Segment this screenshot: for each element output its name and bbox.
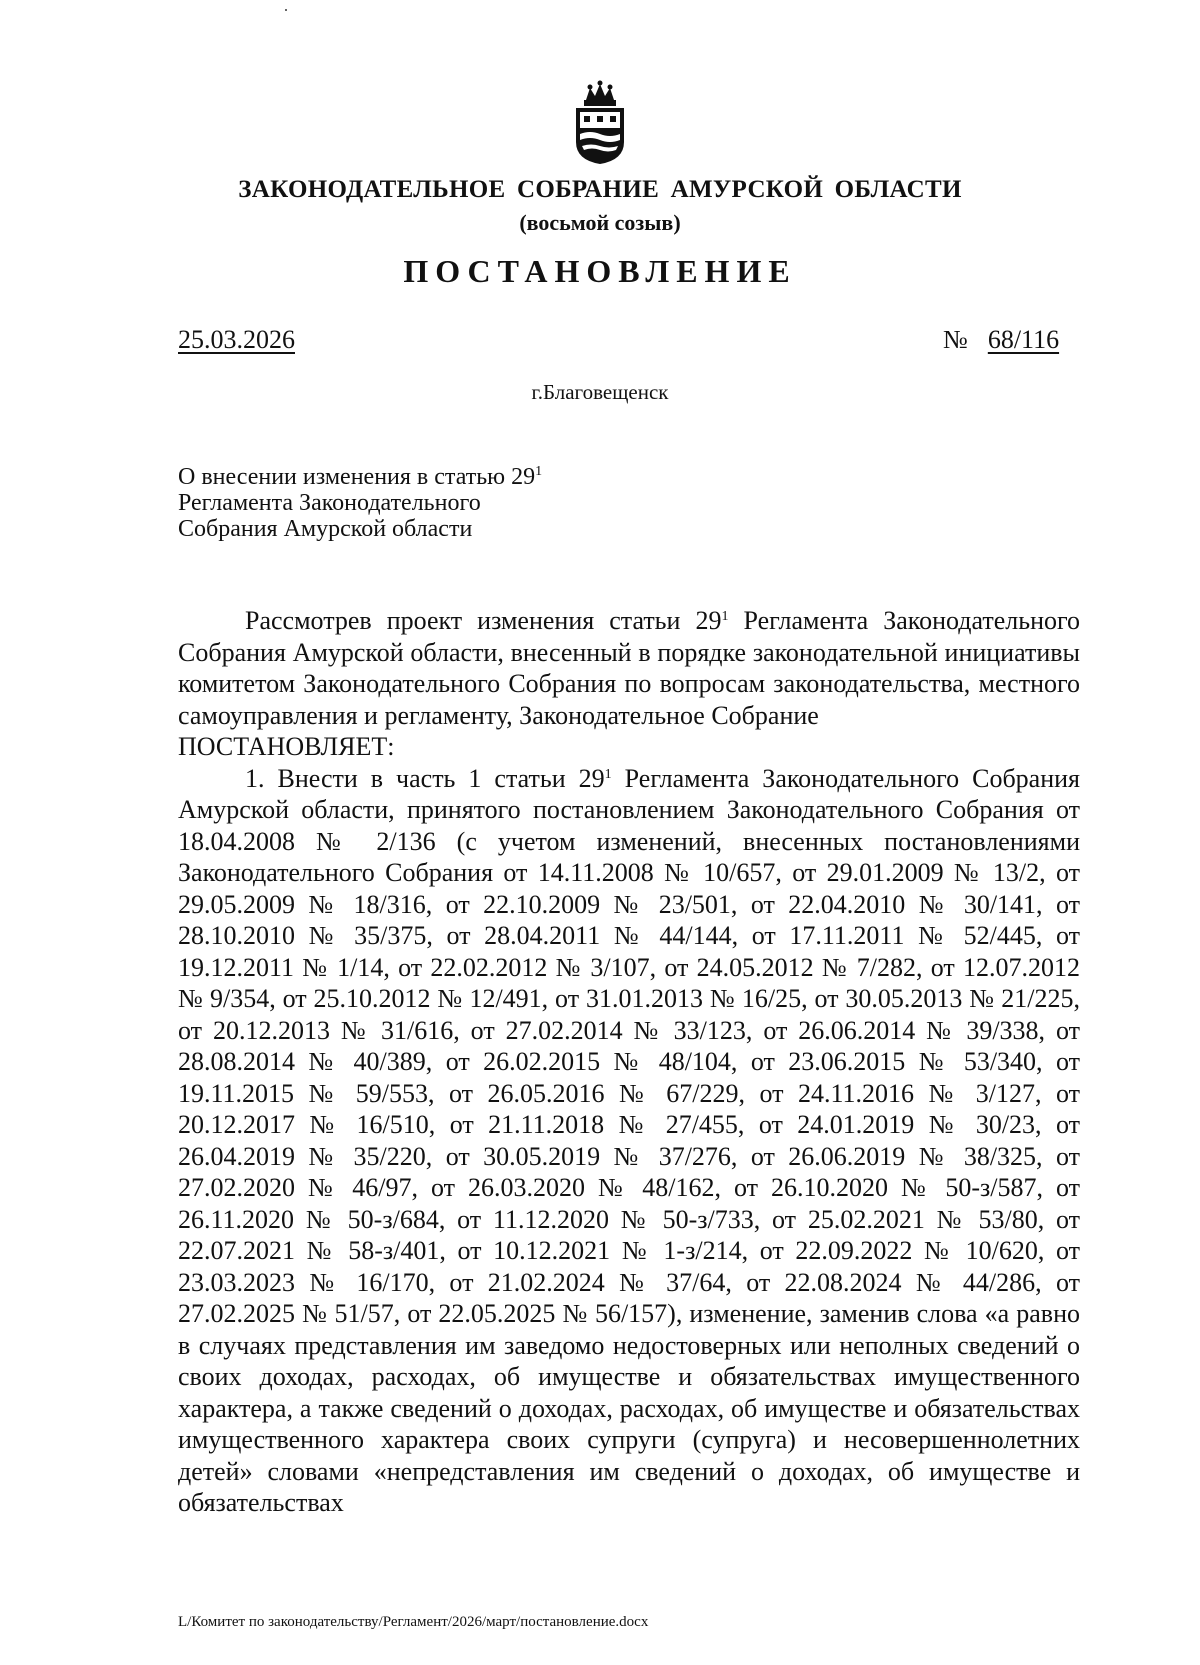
item-1-paragraph: 1. Внести в часть 1 статьи $29^1$ Регламента Законодательного Собрания Амурской области, принятого постановлением Законодательного Собрания от 18.04.2008 № 2/136 (с учетом изменений, внесенных постановлениями Законодательного Собрания от 14.11.2008 № 10/657, от 29.01.2009 № 13/2, от 29.05.2009 № 18/316, от 22.10.2009 № 23/501, от 22.04.2010 № 30/141, от 28.10.2010 № 35/375, от 28.04.2011 № 44/144, от 17.11.2011 № 52/445, от 19.12.2011 № 1/14, от 22.02.2012 № 3/107, от 24.05.2012 № 7/282, от 12.07.2012 № 9/354, от 25.10.2012 № 12/491, от 31.01.2013 № 16/25, от 30.05.2013 № 21/225, от 20.12.2013 № 31/616, от 27.02.2014 № 33/123, от 26.06.2014 № 39/338, от 28.08.2014 № 40/389, от 26.02.2015 № 48/104, от 23.06.2015 № 53/340, от 19.11.2015 № 59/553, от 26.05.2016 № 67/229, от 24.11.2016 № 3/127, от 20.12.2017 № 16/510, от 21.11.2018 № 27/455, от 24.01.2019 № 30/23, от 26.04.2019 № 35/220, от 30.05.2019 № 37/276, от 26.06.2019 № 38/325, от 27.02.2020 № 46/97, от 26.03.2020 № 48/162, от 26.10.2020 № 50-з/587, от 26.11.2020 № 50-з/684, от 11.12.2020 № 50-з/733, от 25.02.2021 № 53/80, от 22.07.2021 № 58-з/401, от 10.12.2021 № 1-з/214, от 22.09.2022 № 10/620, от 23.03.2023 № 16/170, от 21.02.2024 № 37/64, от 22.08.2024 № 44/286, от 27.02.2025 № 51/57, от 22.05.2025 № 56/157), изменение, заменив слова «а равно в случаях представления им заведомо недостоверных или неполных сведений о своих доходах, расходах, об имуществе и обязательствах имущественного характера, а также сведений о доходах, расходах, об имуществе и обязательствах имущественного характера своих супруги (супруга) и несовершеннолетних детей» словами «непредставления им сведений о доходах, об имуществе и обязательствах: [178, 763, 1081, 1517]
document-type-heading: ПОСТАНОВЛЕНИЕ: [403, 253, 797, 289]
subject-superscript: 1: [535, 464, 543, 479]
number-sign: №: [943, 325, 968, 354]
organization-title: ЗАКОНОДАТЕЛЬНОЕ СОБРАНИЕ АМУРСКОЙ ОБЛАСТИ: [238, 176, 962, 203]
city-label: г.Благовещенск: [531, 380, 669, 404]
resolves-heading: ПОСТАНОВЛЯЕТ:: [178, 732, 395, 761]
document-number: [943, 325, 1059, 355]
coat-of-arms-icon: [570, 78, 630, 166]
document-date: 25.03.2026: [178, 325, 295, 354]
footer-file-path: L/Комитет по законодательству/Регламент/2026/март/постановление.docx: [178, 1614, 649, 1630]
subject-line-3: Собрания Амурской области: [178, 516, 473, 542]
number-value: 68/116: [987, 325, 1060, 354]
convocation-label: (восьмой созыв): [519, 210, 681, 235]
document-body: [178, 605, 1080, 1519]
subject-block: [178, 464, 698, 542]
subject-line-2: Регламента Законодательного: [178, 490, 481, 516]
scan-speck: [285, 9, 287, 11]
preamble-paragraph: Рассмотрев проект изменения статьи $29^1$ Регламента Законодательного Собрания Амурской области, внесенный в порядке законодательной инициативы комитетом Законодательного Собрания по вопросам законодательства, местного самоуправления и регламенту, Законодательное Собрание: [178, 606, 1080, 730]
subject-line-1: О внесении изменения в статью $29^1$: [178, 464, 543, 490]
